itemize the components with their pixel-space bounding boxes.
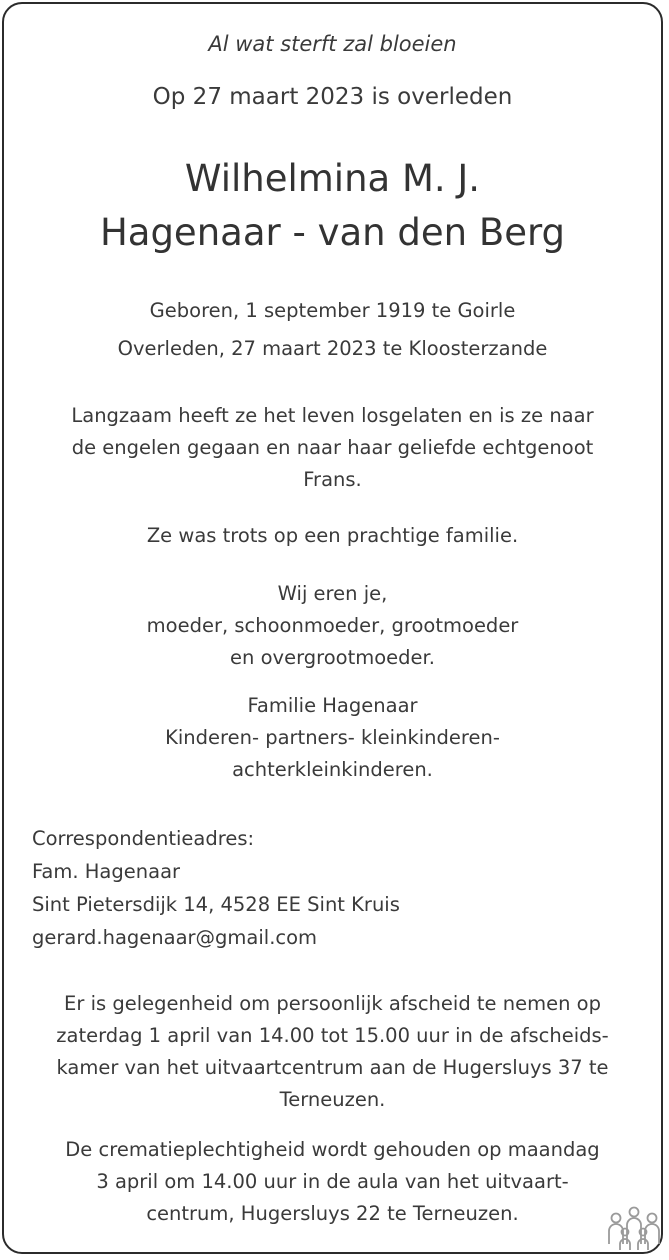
address-street: Sint Pietersdijk 14, 4528 EE Sint Kruis xyxy=(32,893,400,916)
family-group-icon xyxy=(606,1204,662,1254)
text-line: Familie Hagenaar xyxy=(247,694,418,717)
text-line: Kinderen- partners- kleinkinderen- xyxy=(165,726,500,749)
text-line: en overgrootmoeder. xyxy=(230,646,435,669)
name-line-1: Wilhelmina M. J. xyxy=(184,157,481,200)
text-line: centrum, Hugersluys 22 te Terneuzen. xyxy=(146,1202,519,1225)
text-line: Frans. xyxy=(303,468,362,491)
paragraph-cremation xyxy=(0,1134,665,1230)
paragraph-passing xyxy=(0,400,665,496)
address-email: gerard.hagenaar@gmail.com xyxy=(32,926,318,949)
text-line: zaterdag 1 april van 14.00 tot 15.00 uur in de afscheids- xyxy=(56,1024,609,1047)
paragraph-family: Ze was trots op een prachtige familie. xyxy=(146,524,519,547)
paragraph-farewell xyxy=(0,988,665,1116)
text-line: Terneuzen. xyxy=(279,1088,386,1111)
text-line: kamer van het uitvaartcentrum aan de Hugersluys 37 te xyxy=(56,1056,609,1079)
address-heading: Correspondentieadres: xyxy=(32,827,255,850)
life-dates xyxy=(0,292,665,368)
text-line: de engelen gegaan en naar haar geliefde echtgenoot xyxy=(71,436,594,459)
intro-line: Op 27 maart 2023 is overleden xyxy=(152,84,513,110)
deceased-name xyxy=(0,152,665,260)
address-name: Fam. Hagenaar xyxy=(32,860,181,883)
text-line: moeder, schoonmoeder, grootmoeder xyxy=(146,614,519,637)
text-line: Langzaam heeft ze het leven losgelaten en is ze naar xyxy=(71,404,594,427)
death-date: Overleden, 27 maart 2023 te Kloosterzande xyxy=(117,337,548,360)
birth-date: Geboren, 1 september 1919 te Goirle xyxy=(149,299,516,322)
name-line-2: Hagenaar - van den Berg xyxy=(99,211,566,254)
text-line: 3 april om 14.00 uur in de aula van het uitvaart- xyxy=(96,1170,569,1193)
signature xyxy=(0,690,665,786)
text-line: De crematieplechtigheid wordt gehouden op maandag xyxy=(65,1138,600,1161)
text-line: Wij eren je, xyxy=(277,582,388,605)
text-line: achterkleinkinderen. xyxy=(232,758,433,781)
paragraph-honor xyxy=(0,578,665,674)
text-line: Er is gelegenheid om persoonlijk afscheid te nemen op xyxy=(64,992,601,1015)
motto: Al wat sterft zal bloeien xyxy=(208,32,457,56)
correspondence-address xyxy=(32,822,400,954)
